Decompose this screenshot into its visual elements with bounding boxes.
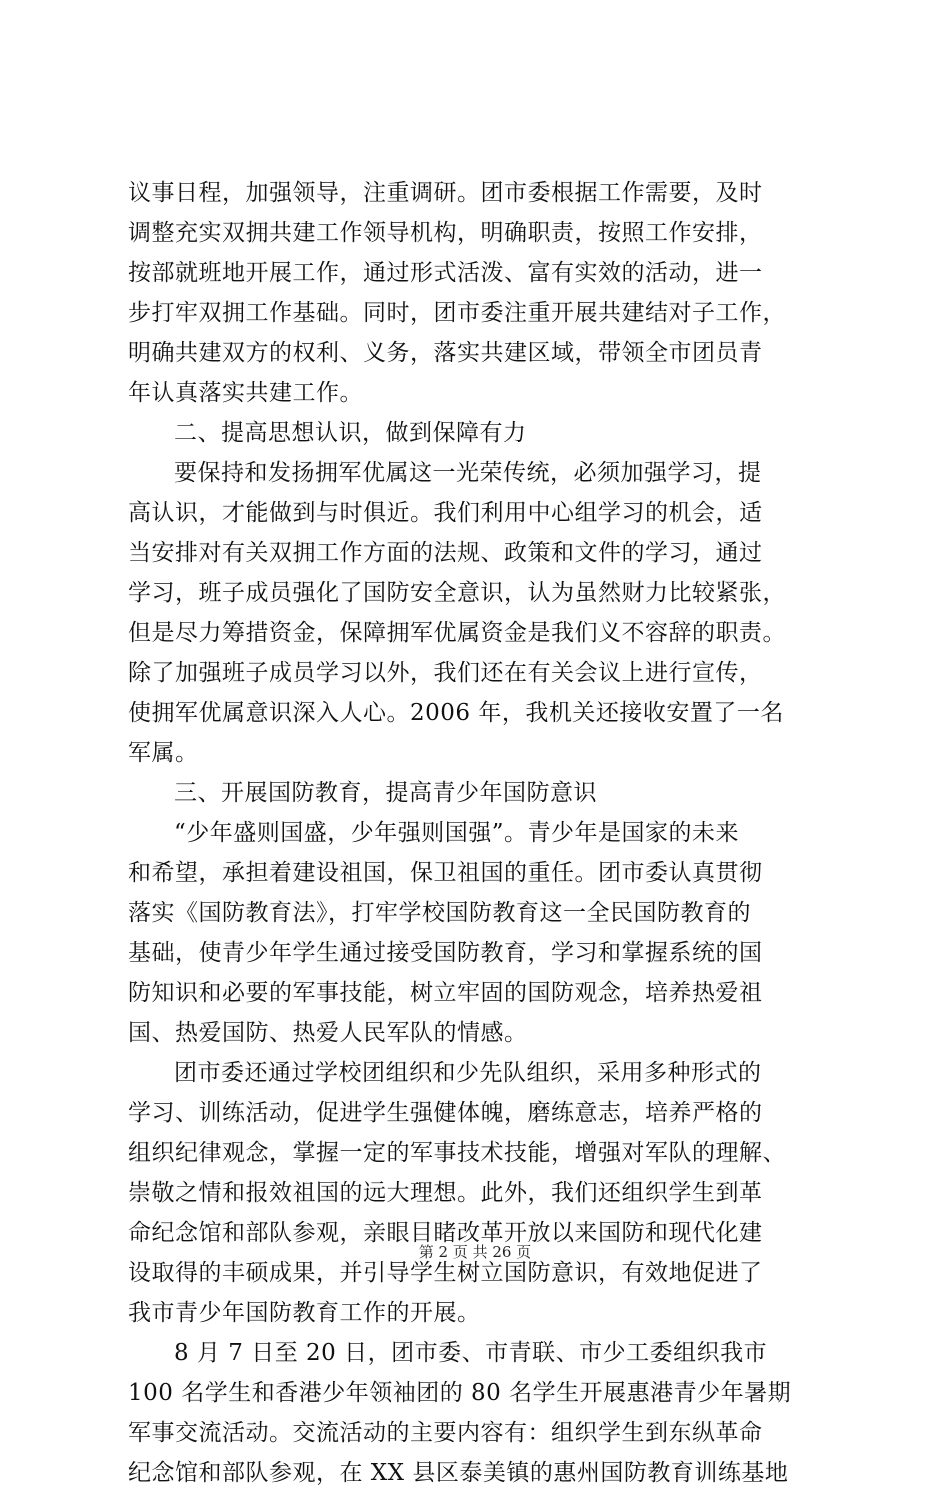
text-line: 按部就班地开展工作，通过形式活泼、富有实效的活动，进一 bbox=[128, 260, 763, 286]
text-line: 国、热爱国防、热爱人民军队的情感。 bbox=[128, 1020, 528, 1046]
text-line: 组织纪律观念，掌握一定的军事技术技能，增强对军队的理解、 bbox=[128, 1140, 786, 1166]
text-line: 和希望，承担着建设祖国，保卫祖国的重任。团市委认真贯彻 bbox=[128, 860, 763, 886]
text-line: 8 月 7 日至 20 日，团市委、市青联、市少工委组织我市 bbox=[174, 1340, 768, 1366]
text-line: 100 名学生和香港少年领袖团的 80 名学生开展惠港青少年暑期 bbox=[128, 1380, 792, 1406]
text-line: 当安排对有关双拥工作方面的法规、政策和文件的学习，通过 bbox=[128, 540, 763, 566]
text-line: 除了加强班子成员学习以外，我们还在有关会议上进行宣传， bbox=[128, 660, 763, 686]
text-line: 学习，班子成员强化了国防安全意识，认为虽然财力比较紧张， bbox=[128, 580, 786, 606]
text-line: 团市委还通过学校团组织和少先队组织，采用多种形式的 bbox=[174, 1060, 762, 1086]
text-line: 高认识，才能做到与时俱近。我们利用中心组学习的机会，适 bbox=[128, 500, 763, 526]
text-line: 议事日程，加强领导，注重调研。团市委根据工作需要，及时 bbox=[128, 180, 763, 206]
text-line: 落实《国防教育法》，打牢学校国防教育这一全民国防教育的 bbox=[128, 900, 751, 926]
text-line: 基础，使青少年学生通过接受国防教育，学习和掌握系统的国 bbox=[128, 940, 763, 966]
text-line: 明确共建双方的权利、义务，落实共建区域，带领全市团员青 bbox=[128, 340, 763, 366]
text-line: 学习、训练活动，促进学生强健体魄，磨练意志，培养严格的 bbox=[128, 1100, 763, 1126]
text-line: 设取得的丰硕成果，并引导学生树立国防意识，有效地促进了 bbox=[128, 1260, 763, 1286]
text-line: 但是尽力筹措资金，保障拥军优属资金是我们义不容辞的职责。 bbox=[128, 620, 786, 646]
text-line: 要保持和发扬拥军优属这一光荣传统，必须加强学习，提 bbox=[174, 460, 762, 486]
text-line: “少年盛则国盛，少年强则国强”。青少年是国家的未来 bbox=[174, 820, 740, 846]
text-line: 步打牢双拥工作基础。同时，团市委注重开展共建结对子工作， bbox=[128, 300, 786, 326]
text-line: 我市青少年国防教育工作的开展。 bbox=[128, 1300, 481, 1326]
section-heading: 三、开展国防教育，提高青少年国防意识 bbox=[174, 780, 597, 806]
text-line: 崇敬之情和报效祖国的远大理想。此外，我们还组织学生到革 bbox=[128, 1180, 763, 1206]
text-line: 军事交流活动。交流活动的主要内容有：组织学生到东纵革命 bbox=[128, 1420, 763, 1446]
text-line: 纪念馆和部队参观，在 XX 县区泰美镇的惠州国防教育训练基地 bbox=[128, 1460, 789, 1486]
text-line: 使拥军优属意识深入人心。2006 年，我机关还接收安置了一名 bbox=[128, 700, 784, 726]
text-line: 命纪念馆和部队参观，亲眼目睹改革开放以来国防和现代化建 bbox=[128, 1220, 763, 1246]
section-heading: 二、提高思想认识，做到保障有力 bbox=[174, 420, 527, 446]
text-line: 防知识和必要的军事技能，树立牢固的国防观念，培养热爱祖 bbox=[128, 980, 763, 1006]
text-line: 调整充实双拥共建工作领导机构，明确职责，按照工作安排， bbox=[128, 220, 763, 246]
page-number-footer: 第 2 页 共 26 页 bbox=[418, 1243, 532, 1261]
text-line: 年认真落实共建工作。 bbox=[128, 380, 363, 406]
text-line: 军属。 bbox=[128, 740, 199, 766]
body-text bbox=[128, 173, 848, 1493]
